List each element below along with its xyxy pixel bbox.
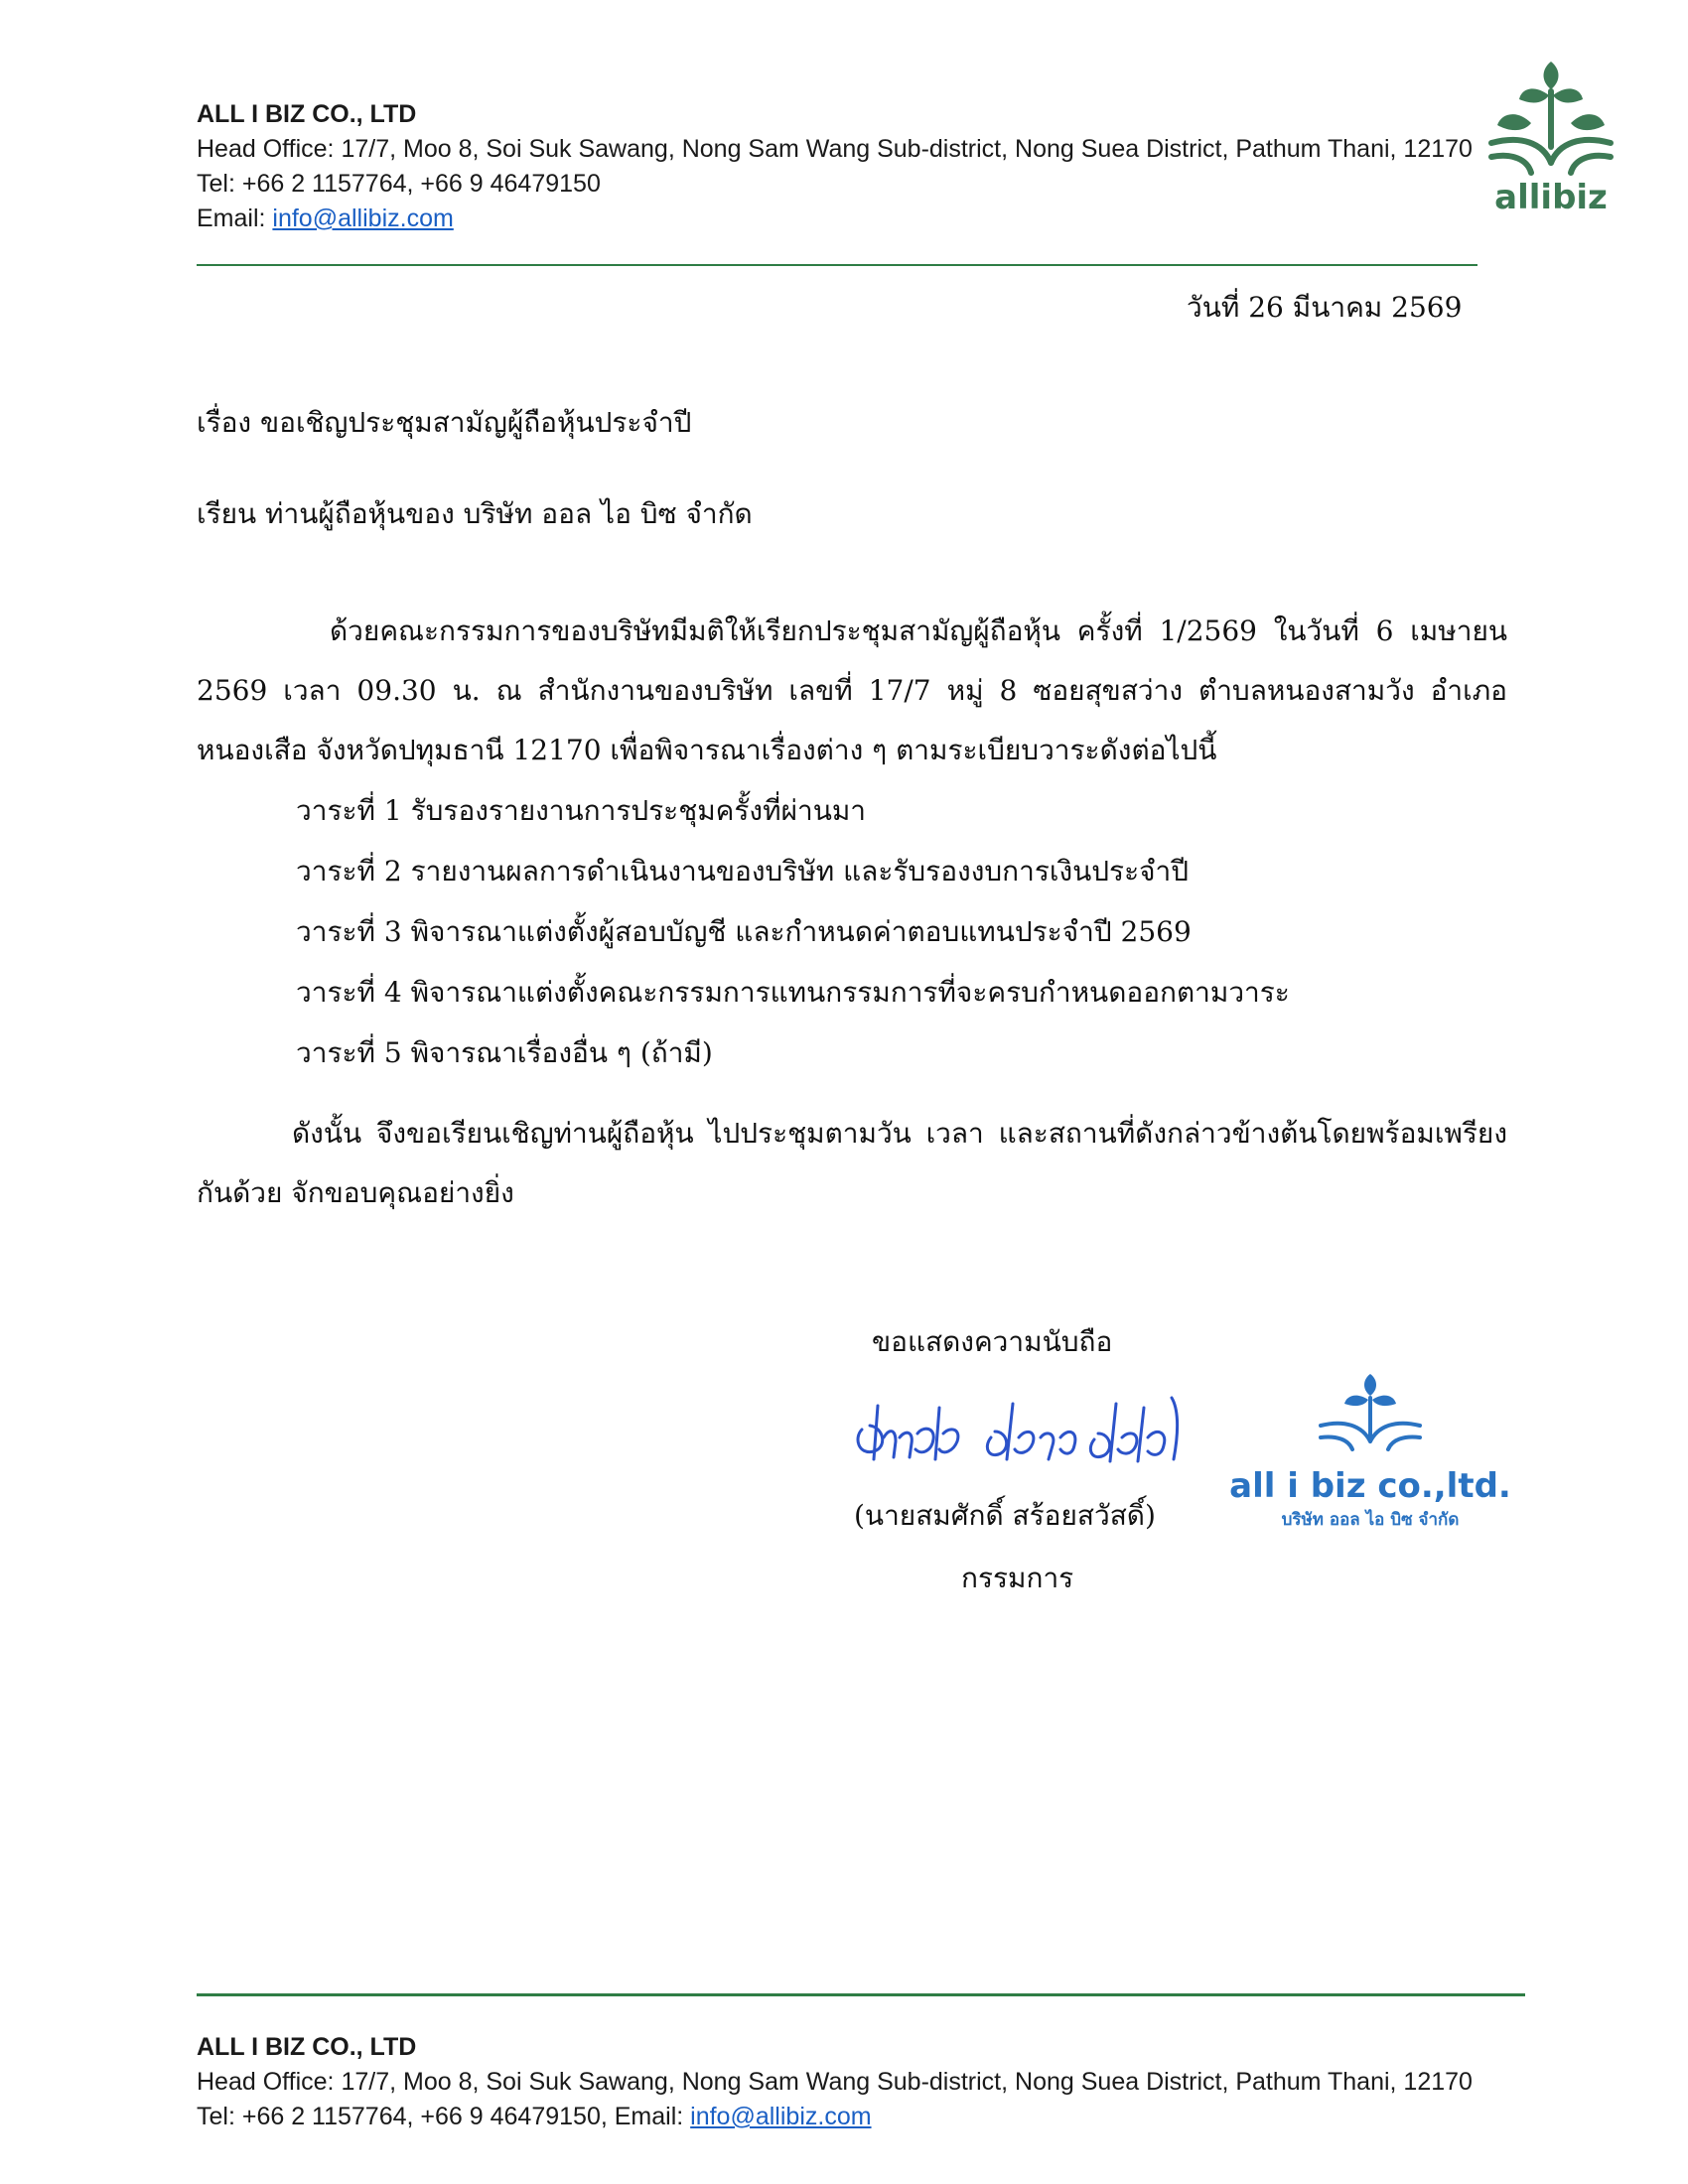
stamp-company-name: all i biz co.,ltd. bbox=[1229, 1466, 1511, 1506]
handwritten-signature bbox=[844, 1368, 1201, 1477]
company-stamp bbox=[1211, 1360, 1529, 1539]
footer-email-link[interactable]: info@allibiz.com bbox=[690, 2103, 872, 2130]
stamp-thai-name: บริษัท ออล ไอ บิซ จำกัด bbox=[1281, 1510, 1460, 1530]
company-phone: Tel: +66 2 1157764, +66 9 46479150 bbox=[197, 170, 601, 198]
company-email-line bbox=[197, 202, 1487, 236]
signatory-position: กรรมการ bbox=[961, 1562, 1074, 1594]
agenda-item: วาระที่ 4 พิจารณาแต่งตั้งคณะกรรมการแทนกรรมการที่จะครบกำหนดออกตามวาระ bbox=[296, 976, 1290, 1009]
agenda-item: วาระที่ 1 รับรองรายงานการประชุมครั้งที่ผ่านมา bbox=[296, 794, 867, 827]
logo-wordmark: allibiz bbox=[1494, 178, 1608, 217]
letter-date: วันที่ 26 มีนาคม 2569 bbox=[1187, 291, 1463, 324]
company-address: Head Office: 17/7, Moo 8, Soi Suk Sawang, Nong Sam Wang Sub-district, Nong Suea District, Pathum Thani, 12170 bbox=[197, 135, 1473, 163]
closing-text: ดังนั้น จึงขอเรียนเชิญท่านผู้ถือหุ้น ไปประชุมตามวัน เวลา และสถานที่ดังกล่าวข้างต้นโดยพร้อมเพรียงกันด้วย จักขอบคุณอย่างยิ่ง bbox=[197, 1117, 1507, 1209]
agenda-list bbox=[296, 780, 1290, 1083]
agenda-item: วาระที่ 2 รายงานผลการดำเนินงานของบริษัท และรับรองงบการเงินประจำปี bbox=[296, 855, 1190, 887]
salutation: ขอแสดงความนับถือ bbox=[872, 1325, 1113, 1358]
signatory-name: (นายสมศักดิ์ สร้อยสวัสดิ์) bbox=[854, 1499, 1156, 1532]
company-name: ALL I BIZ CO., LTD bbox=[197, 100, 417, 128]
footer bbox=[197, 2030, 1507, 2134]
footer-contact bbox=[197, 2100, 1507, 2134]
agenda-item: วาระที่ 5 พิจารณาเรื่องอื่น ๆ (ถ้ามี) bbox=[296, 1036, 713, 1069]
closing-paragraph bbox=[197, 1104, 1507, 1223]
header-divider bbox=[197, 264, 1477, 266]
letterhead bbox=[197, 97, 1487, 236]
footer-divider bbox=[197, 1993, 1525, 1996]
intro-paragraph bbox=[197, 602, 1507, 780]
footer-address: Head Office: 17/7, Moo 8, Soi Suk Sawang, Nong Sam Wang Sub-district, Nong Suea District, Pathum Thani, 12170 bbox=[197, 2068, 1473, 2096]
footer-company-name: ALL I BIZ CO., LTD bbox=[197, 2033, 417, 2061]
allibiz-logo bbox=[1481, 40, 1620, 218]
agenda-item: วาระที่ 3 พิจารณาแต่งตั้งผู้สอบบัญชี และกำหนดค่าตอบแทนประจำปี 2569 bbox=[296, 915, 1192, 948]
letter-recipient: เรียน ท่านผู้ถือหุ้นของ บริษัท ออล ไอ บิซ จำกัด bbox=[197, 497, 753, 530]
email-label: Email: bbox=[197, 205, 273, 232]
letter-subject: เรื่อง ขอเชิญประชุมสามัญผู้ถือหุ้นประจำปี bbox=[197, 406, 692, 439]
email-link[interactable]: info@allibiz.com bbox=[272, 205, 454, 232]
footer-phone: Tel: +66 2 1157764, +66 9 46479150, Email: bbox=[197, 2103, 691, 2130]
intro-text: ด้วยคณะกรรมการของบริษัทมีมติให้เรียกประชุมสามัญผู้ถือหุ้น ครั้งที่ 1/2569 ในวันที่ 6 เมษายน 2569 เวลา 09.30 น. ณ สำนักงานของบริษัท เลขที่ 17/7 หมู่ 8 ซอยสุขสว่าง ตำบลหนองสามวัง อำเภอหนองเสือ จังหวัดปทุมธานี 12170 เพื่อพิจารณาเรื่องต่าง ๆ ตามระเบียบวาระดังต่อไปนี้ bbox=[197, 614, 1507, 766]
